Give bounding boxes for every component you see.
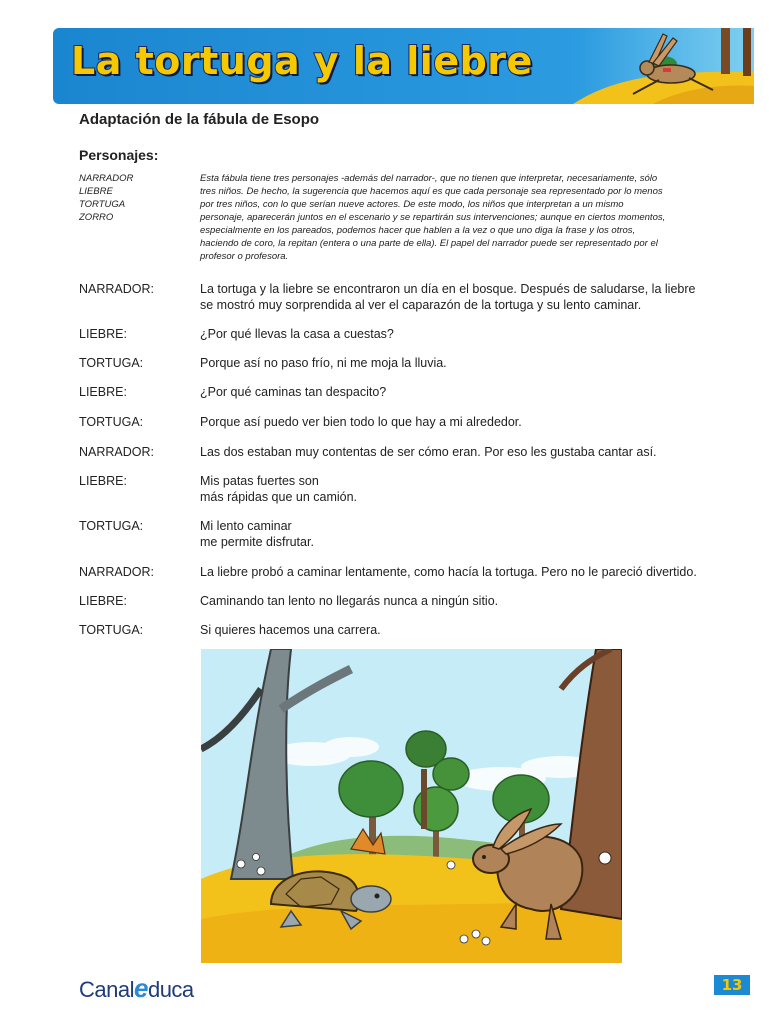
text-line: La liebre probó a caminar lentamente, como hacía la tortuga. Pero no le pareció divertido.	[200, 565, 697, 579]
text-line: Porque así puedo ver bien todo lo que hay a mi alrededor.	[200, 415, 522, 429]
speaker: LIEBRE:	[79, 594, 127, 608]
note-line: profesor o profesora.	[200, 251, 289, 262]
speaker: NARRADOR:	[79, 565, 155, 579]
note-line: Esta fábula tiene tres personajes -además del narrador-, que no tienen que interpretar, necesariamente, sólo	[200, 173, 658, 184]
note-line: especialmente en los pareados, podemos hacer que hablen a la vez o que uno diga la frase y los otros,	[200, 225, 636, 236]
speaker: TORTUGA:	[79, 415, 144, 429]
characters-note	[200, 172, 705, 263]
text-line: Las dos estaban muy contentas de ser cómo eran. Por eso les gustaba cantar así.	[200, 445, 657, 459]
speaker: LIEBRE:	[79, 385, 127, 399]
text-line: más rápidas que un camión.	[200, 490, 358, 504]
text-line: Mi lento caminar	[200, 519, 292, 533]
dialogue-text	[200, 564, 715, 580]
logo-e-mark: e	[133, 973, 148, 1003]
dialogue-text	[200, 414, 715, 430]
dialogue-text	[200, 384, 715, 400]
note-line: tres niños. De hecho, la sugerencia que hacemos aquí es que cada personaje sea representado por lo menos	[200, 186, 663, 197]
page-number: 13	[714, 975, 750, 995]
characters-heading: Personajes:	[79, 147, 159, 163]
speaker: TORTUGA:	[79, 519, 144, 533]
text-line: Porque así no paso frío, ni me moja la lluvia.	[200, 356, 447, 370]
dialogue-text	[200, 326, 715, 342]
text-line: se mostró muy sorprendida al ver el caparazón de la tortuga y su lento caminar.	[200, 298, 642, 312]
logo-text: duca	[147, 977, 194, 1002]
note-line: personaje, aparecerán juntos en el escenario y se repartirán sus intervenciones; aunque en ciertos momentos,	[200, 212, 666, 223]
dialogue-text	[200, 355, 715, 371]
brand-logo	[79, 973, 194, 1004]
text-line: ¿Por qué caminas tan despacito?	[200, 385, 387, 399]
speaker: TORTUGA:	[79, 623, 144, 637]
text-line: Mis patas fuertes son	[200, 474, 319, 488]
text-line: La tortuga y la liebre se encontraron un día en el bosque. Después de saludarse, la liebre	[200, 282, 696, 296]
note-line: haciendo de coro, la repitan (entera o una parte de ella). El papel del narrador puede ser representado por el	[200, 238, 658, 249]
logo-text: Canal	[79, 977, 134, 1002]
dialogue-text	[200, 281, 715, 313]
dialogue-text	[200, 444, 715, 460]
page-title: La tortuga y la liebre	[71, 39, 533, 83]
text-line: ¿Por qué llevas la casa a cuestas?	[200, 327, 394, 341]
character-item: TORTUGA	[79, 199, 126, 210]
speaker: LIEBRE:	[79, 327, 127, 341]
speaker: NARRADOR:	[79, 282, 155, 296]
character-item: ZORRO	[79, 212, 114, 223]
note-line: por tres niños, con lo que serían nueve actores. De este modo, los niños que interpretan a un mismo	[200, 199, 624, 210]
forest-scene	[201, 649, 622, 963]
text-line: Si quieres hacemos una carrera.	[200, 623, 381, 637]
dialogue-text	[200, 593, 715, 609]
scene-illustration	[201, 649, 622, 963]
character-item: LIEBRE	[79, 186, 113, 197]
dialogue-text	[200, 473, 715, 505]
character-item: NARRADOR	[79, 173, 134, 184]
speaker: NARRADOR:	[79, 445, 155, 459]
dialogue-text	[200, 518, 715, 550]
header-banner	[53, 28, 754, 104]
text-line: me permite disfrutar.	[200, 535, 314, 549]
speaker: LIEBRE:	[79, 474, 127, 488]
subtitle: Adaptación de la fábula de Esopo	[79, 111, 320, 128]
character-list	[79, 172, 133, 224]
dialogue-text	[200, 622, 715, 638]
text-line: Caminando tan lento no llegarás nunca a ningún sitio.	[200, 594, 499, 608]
speaker: TORTUGA:	[79, 356, 144, 370]
